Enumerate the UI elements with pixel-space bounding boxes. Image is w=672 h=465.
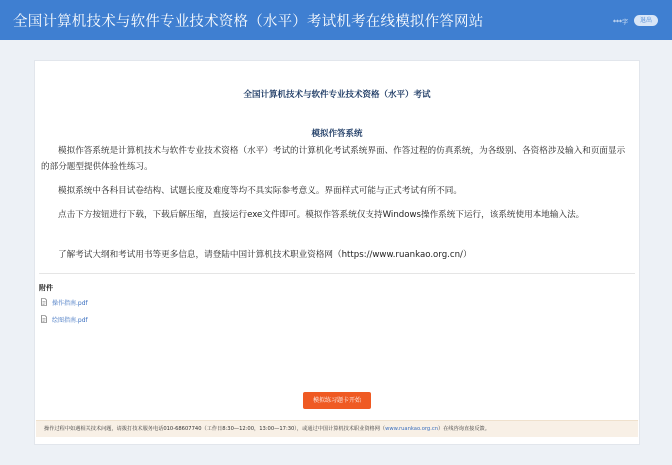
section-divider xyxy=(39,273,635,274)
start-practice-button[interactable]: 模拟练习题卡开始 xyxy=(303,392,371,409)
attachment-link[interactable]: 操作指南.pdf xyxy=(52,300,88,307)
support-note-text-end: ）在线咨询直接反馈。 xyxy=(438,426,490,432)
disclaimer-paragraph: 模拟系统中各科目试卷结构、试题长度及难度等均不具实际参考意义。界面样式可能与正式考试有所不同。 xyxy=(58,186,462,196)
exam-title: 全国计算机技术与软件专业技术资格（水平）考试 xyxy=(243,90,431,100)
pdf-file-icon xyxy=(41,315,47,323)
attachments-heading: 附件 xyxy=(39,284,53,292)
pdf-file-icon xyxy=(41,298,47,306)
download-instructions-paragraph: 点击下方按钮进行下载，下载后解压缩，直接运行exe文件即可。模拟作答系统仅支持Windows操作系统下运行，该系统使用本地输入法。 xyxy=(58,210,585,220)
intro-paragraph: 模拟作答系统是计算机技术与软件专业技术资格（水平）考试的计算机化考试系统界面、作答过程的仿真系统，为各级别、各资格涉及输入和页面显示的部分题型提供体验性练习。 xyxy=(41,146,626,172)
attachment-link[interactable]: 绘图指南.pdf xyxy=(52,317,88,324)
more-info-paragraph: 了解考试大纲和考试用书等更多信息，请登陆中国计算机技术职业资格网（https://www.ruankao.org.cn/） xyxy=(58,250,472,260)
support-site-link[interactable]: www.ruankao.org.cn xyxy=(385,426,438,432)
top-header-bar xyxy=(0,0,672,40)
support-footer-note xyxy=(36,420,638,437)
main-content-card xyxy=(34,60,640,445)
support-note-text: 操作过程中如遇相关技术问题，请拨打技术服务电话010-68607740（工作日8:30—12:00，13:00—17:30），或通过中国计算机技术职业资格网（ xyxy=(44,426,386,432)
site-title: 全国计算机技术与软件专业技术资格（水平）考试机考在线模拟作答网站 xyxy=(13,14,484,30)
system-title: 模拟作答系统 xyxy=(311,129,363,139)
user-name: ***字 xyxy=(613,19,629,26)
logout-button[interactable]: 退出 xyxy=(634,15,658,26)
